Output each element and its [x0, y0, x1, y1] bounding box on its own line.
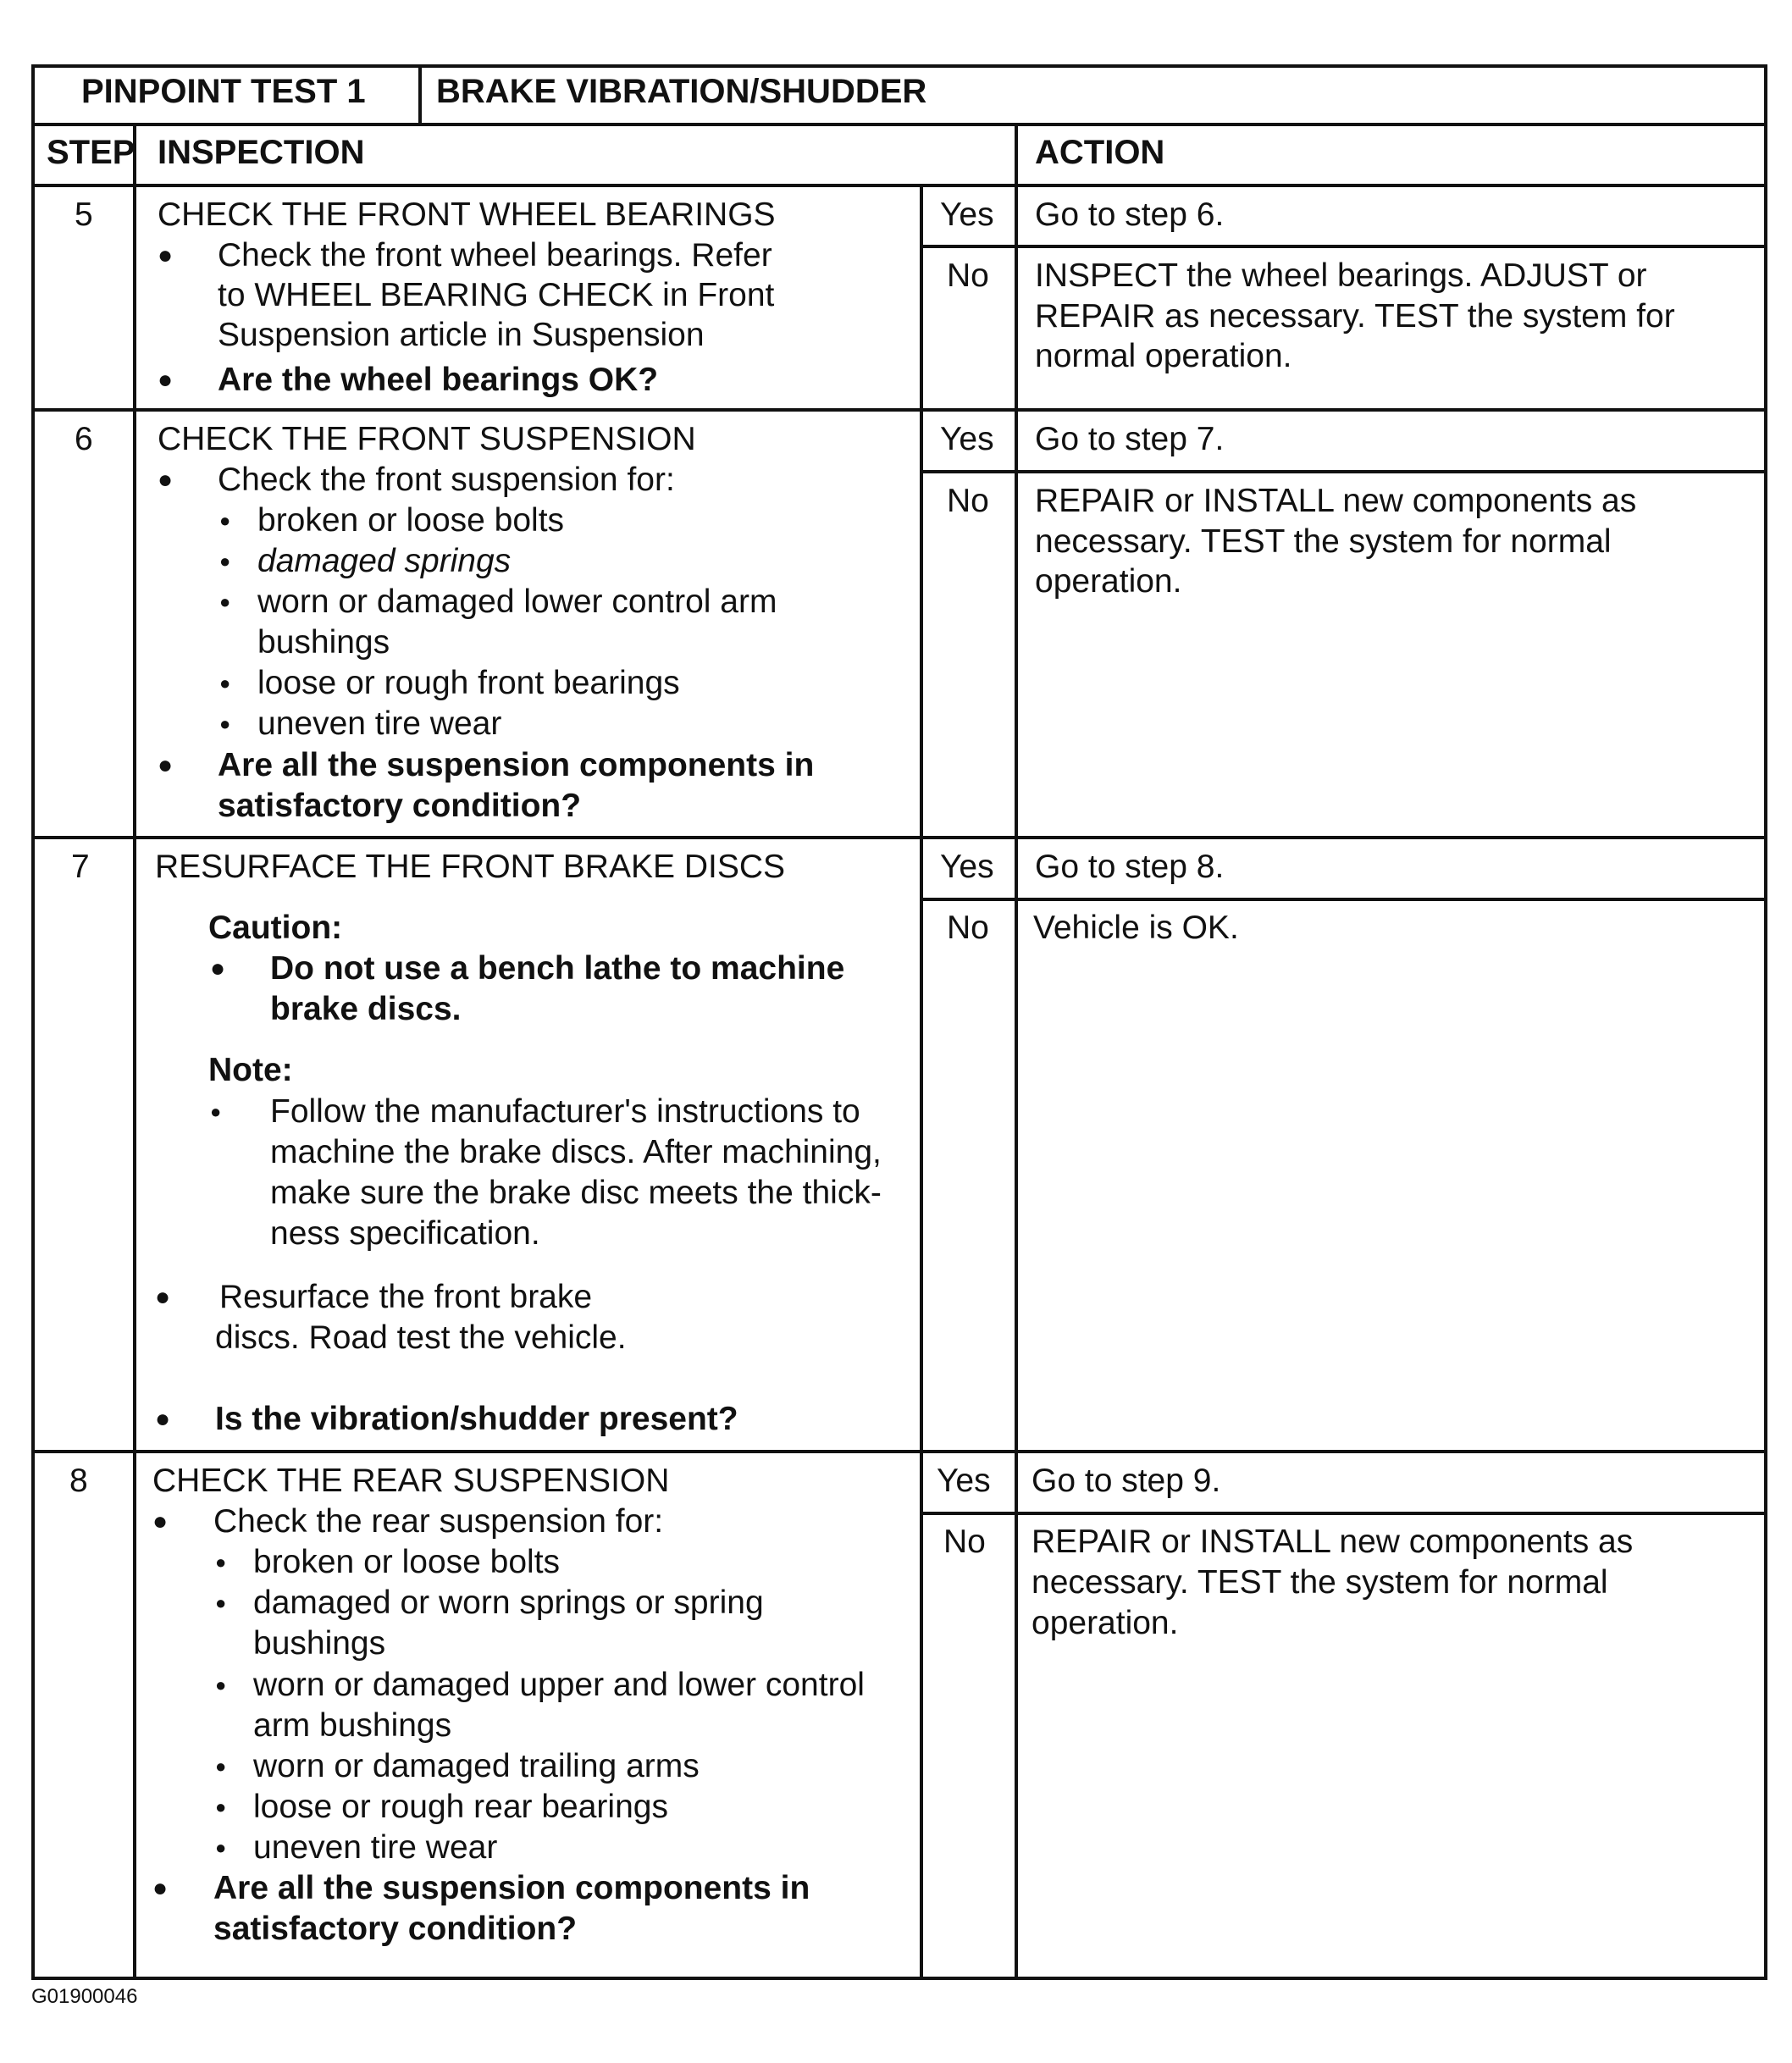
bullet-icon: ● [158, 751, 174, 779]
bullet-icon: ● [215, 1796, 227, 1817]
check-item: broken or loose bolts [257, 502, 565, 539]
check-item: loose or rough rear bearings [253, 1789, 668, 1825]
header-divider [31, 123, 1767, 126]
inspection-question: Are all the suspension components in [213, 1870, 810, 1906]
bullet-icon: ● [219, 713, 231, 734]
pinpoint-test-title: BRAKE VIBRATION/SHUDDER [436, 73, 927, 110]
bullet-icon: ● [215, 1674, 227, 1695]
yes-label: Yes [940, 196, 994, 233]
check-item: worn or damaged lower control arm [257, 584, 777, 620]
no-action-line: Vehicle is OK. [1033, 910, 1239, 946]
column-header-action: ACTION [1035, 134, 1165, 171]
check-item: worn or damaged trailing arms [253, 1748, 700, 1784]
check-item: arm bushings [253, 1707, 452, 1744]
no-action-line: operation. [1032, 1605, 1179, 1641]
yes-no-divider [920, 898, 1767, 901]
note-line: make sure the brake disc meets the thick- [270, 1175, 882, 1211]
yes-action: Go to step 6. [1035, 196, 1225, 233]
inspection-line: to WHEEL BEARING CHECK in Front [218, 277, 775, 313]
yes-action: Go to step 7. [1035, 421, 1225, 457]
no-action-line: necessary. TEST the system for normal [1035, 523, 1612, 560]
step-number: 7 [71, 849, 90, 885]
note-label: Note: [208, 1052, 293, 1088]
no-action-line: operation. [1035, 563, 1182, 600]
bullet-icon: ● [215, 1551, 227, 1573]
bullet-icon: ● [155, 1405, 171, 1433]
step-number: 8 [69, 1463, 88, 1499]
bullet-icon: ● [152, 1507, 169, 1535]
column-header-inspection: INSPECTION [158, 134, 365, 171]
no-action-line: REPAIR or INSTALL new components as [1032, 1524, 1634, 1560]
step-column-divider [133, 123, 136, 1980]
no-action-line: REPAIR as necessary. TEST the system for [1035, 298, 1675, 335]
step-title: CHECK THE REAR SUSPENSION [152, 1463, 670, 1499]
inspection-line: Check the rear suspension for: [213, 1503, 664, 1540]
check-item: uneven tire wear [257, 705, 502, 742]
bullet-icon: ● [210, 954, 226, 982]
check-item: loose or rough front bearings [257, 665, 680, 701]
bullet-icon: ● [219, 672, 231, 694]
inspection-line: Check the front wheel bearings. Refer [218, 237, 772, 274]
bullet-icon: ● [155, 1283, 171, 1311]
bullet-icon: ● [219, 591, 231, 612]
yes-no-divider [920, 1512, 1767, 1515]
check-item: bushings [253, 1625, 386, 1662]
no-label: No [947, 483, 989, 519]
yes-label: Yes [940, 421, 994, 457]
yes-action: Go to step 8. [1035, 849, 1225, 885]
inspection-line: Resurface the front brake [219, 1279, 593, 1315]
step-number: 5 [75, 196, 93, 233]
bullet-icon: ● [158, 466, 174, 494]
caution-line: Do not use a bench lathe to machine [270, 950, 845, 987]
inspection-question: Is the vibration/shudder present? [215, 1401, 738, 1437]
title-divider [418, 64, 422, 124]
step-title: CHECK THE FRONT WHEEL BEARINGS [158, 196, 776, 233]
no-action-line: necessary. TEST the system for normal [1032, 1564, 1608, 1601]
no-action-line: normal operation. [1035, 338, 1292, 374]
step-title: CHECK THE FRONT SUSPENSION [158, 421, 696, 457]
bullet-icon: ● [158, 241, 174, 269]
inspection-question: satisfactory condition? [213, 1911, 578, 1947]
check-item: uneven tire wear [253, 1829, 498, 1866]
note-line: Follow the manufacturer's instructions to [270, 1093, 860, 1130]
bullet-icon: ● [215, 1756, 227, 1777]
no-action-line: REPAIR or INSTALL new components as [1035, 483, 1637, 519]
column-header-divider [31, 184, 1767, 187]
row-divider-step6-7 [31, 836, 1767, 839]
check-item: damaged springs [257, 543, 512, 579]
inspection-question: satisfactory condition? [218, 788, 582, 824]
note-line: ness specification. [270, 1215, 540, 1252]
bullet-icon: ● [219, 510, 231, 531]
no-label: No [947, 257, 989, 294]
check-item: worn or damaged upper and lower control [253, 1667, 865, 1703]
action-column-divider [1015, 123, 1018, 1980]
step-number: 6 [75, 421, 93, 457]
inspection-line: discs. Road test the vehicle. [215, 1319, 627, 1356]
no-action-line: INSPECT the wheel bearings. ADJUST or [1035, 257, 1647, 294]
yes-no-column-divider [920, 184, 923, 1980]
row-divider-step7-8 [31, 1450, 1767, 1453]
note-line: machine the brake discs. After machining, [270, 1134, 882, 1170]
yes-no-divider [920, 470, 1767, 473]
bullet-icon: ● [215, 1592, 227, 1613]
inspection-line: Suspension article in Suspension [218, 317, 705, 353]
inspection-question: Are the wheel bearings OK? [218, 362, 659, 398]
row-divider-step5-6 [31, 408, 1767, 412]
check-item: broken or loose bolts [253, 1544, 561, 1580]
yes-label: Yes [937, 1463, 991, 1499]
check-item: bushings [257, 624, 390, 661]
bullet-icon: ● [158, 366, 174, 394]
bullet-icon: ● [210, 1101, 222, 1122]
pinpoint-test-label: PINPOINT TEST 1 [81, 73, 366, 110]
caution-line: brake discs. [270, 991, 462, 1027]
yes-label: Yes [940, 849, 994, 885]
figure-code: G01900046 [31, 1985, 138, 2008]
column-header-step: STEP [47, 134, 136, 171]
bullet-icon: ● [152, 1874, 169, 1902]
bullet-icon: ● [215, 1837, 227, 1858]
yes-action: Go to step 9. [1032, 1463, 1221, 1499]
no-label: No [947, 910, 989, 946]
inspection-line: Check the front suspension for: [218, 462, 675, 498]
check-item: damaged or worn springs or spring [253, 1585, 764, 1621]
yes-no-divider [920, 245, 1767, 248]
caution-label: Caution: [208, 910, 343, 946]
inspection-question: Are all the suspension components in [218, 747, 815, 783]
bullet-icon: ● [219, 550, 231, 572]
step-title: RESURFACE THE FRONT BRAKE DISCS [155, 849, 786, 885]
no-label: No [943, 1524, 986, 1560]
